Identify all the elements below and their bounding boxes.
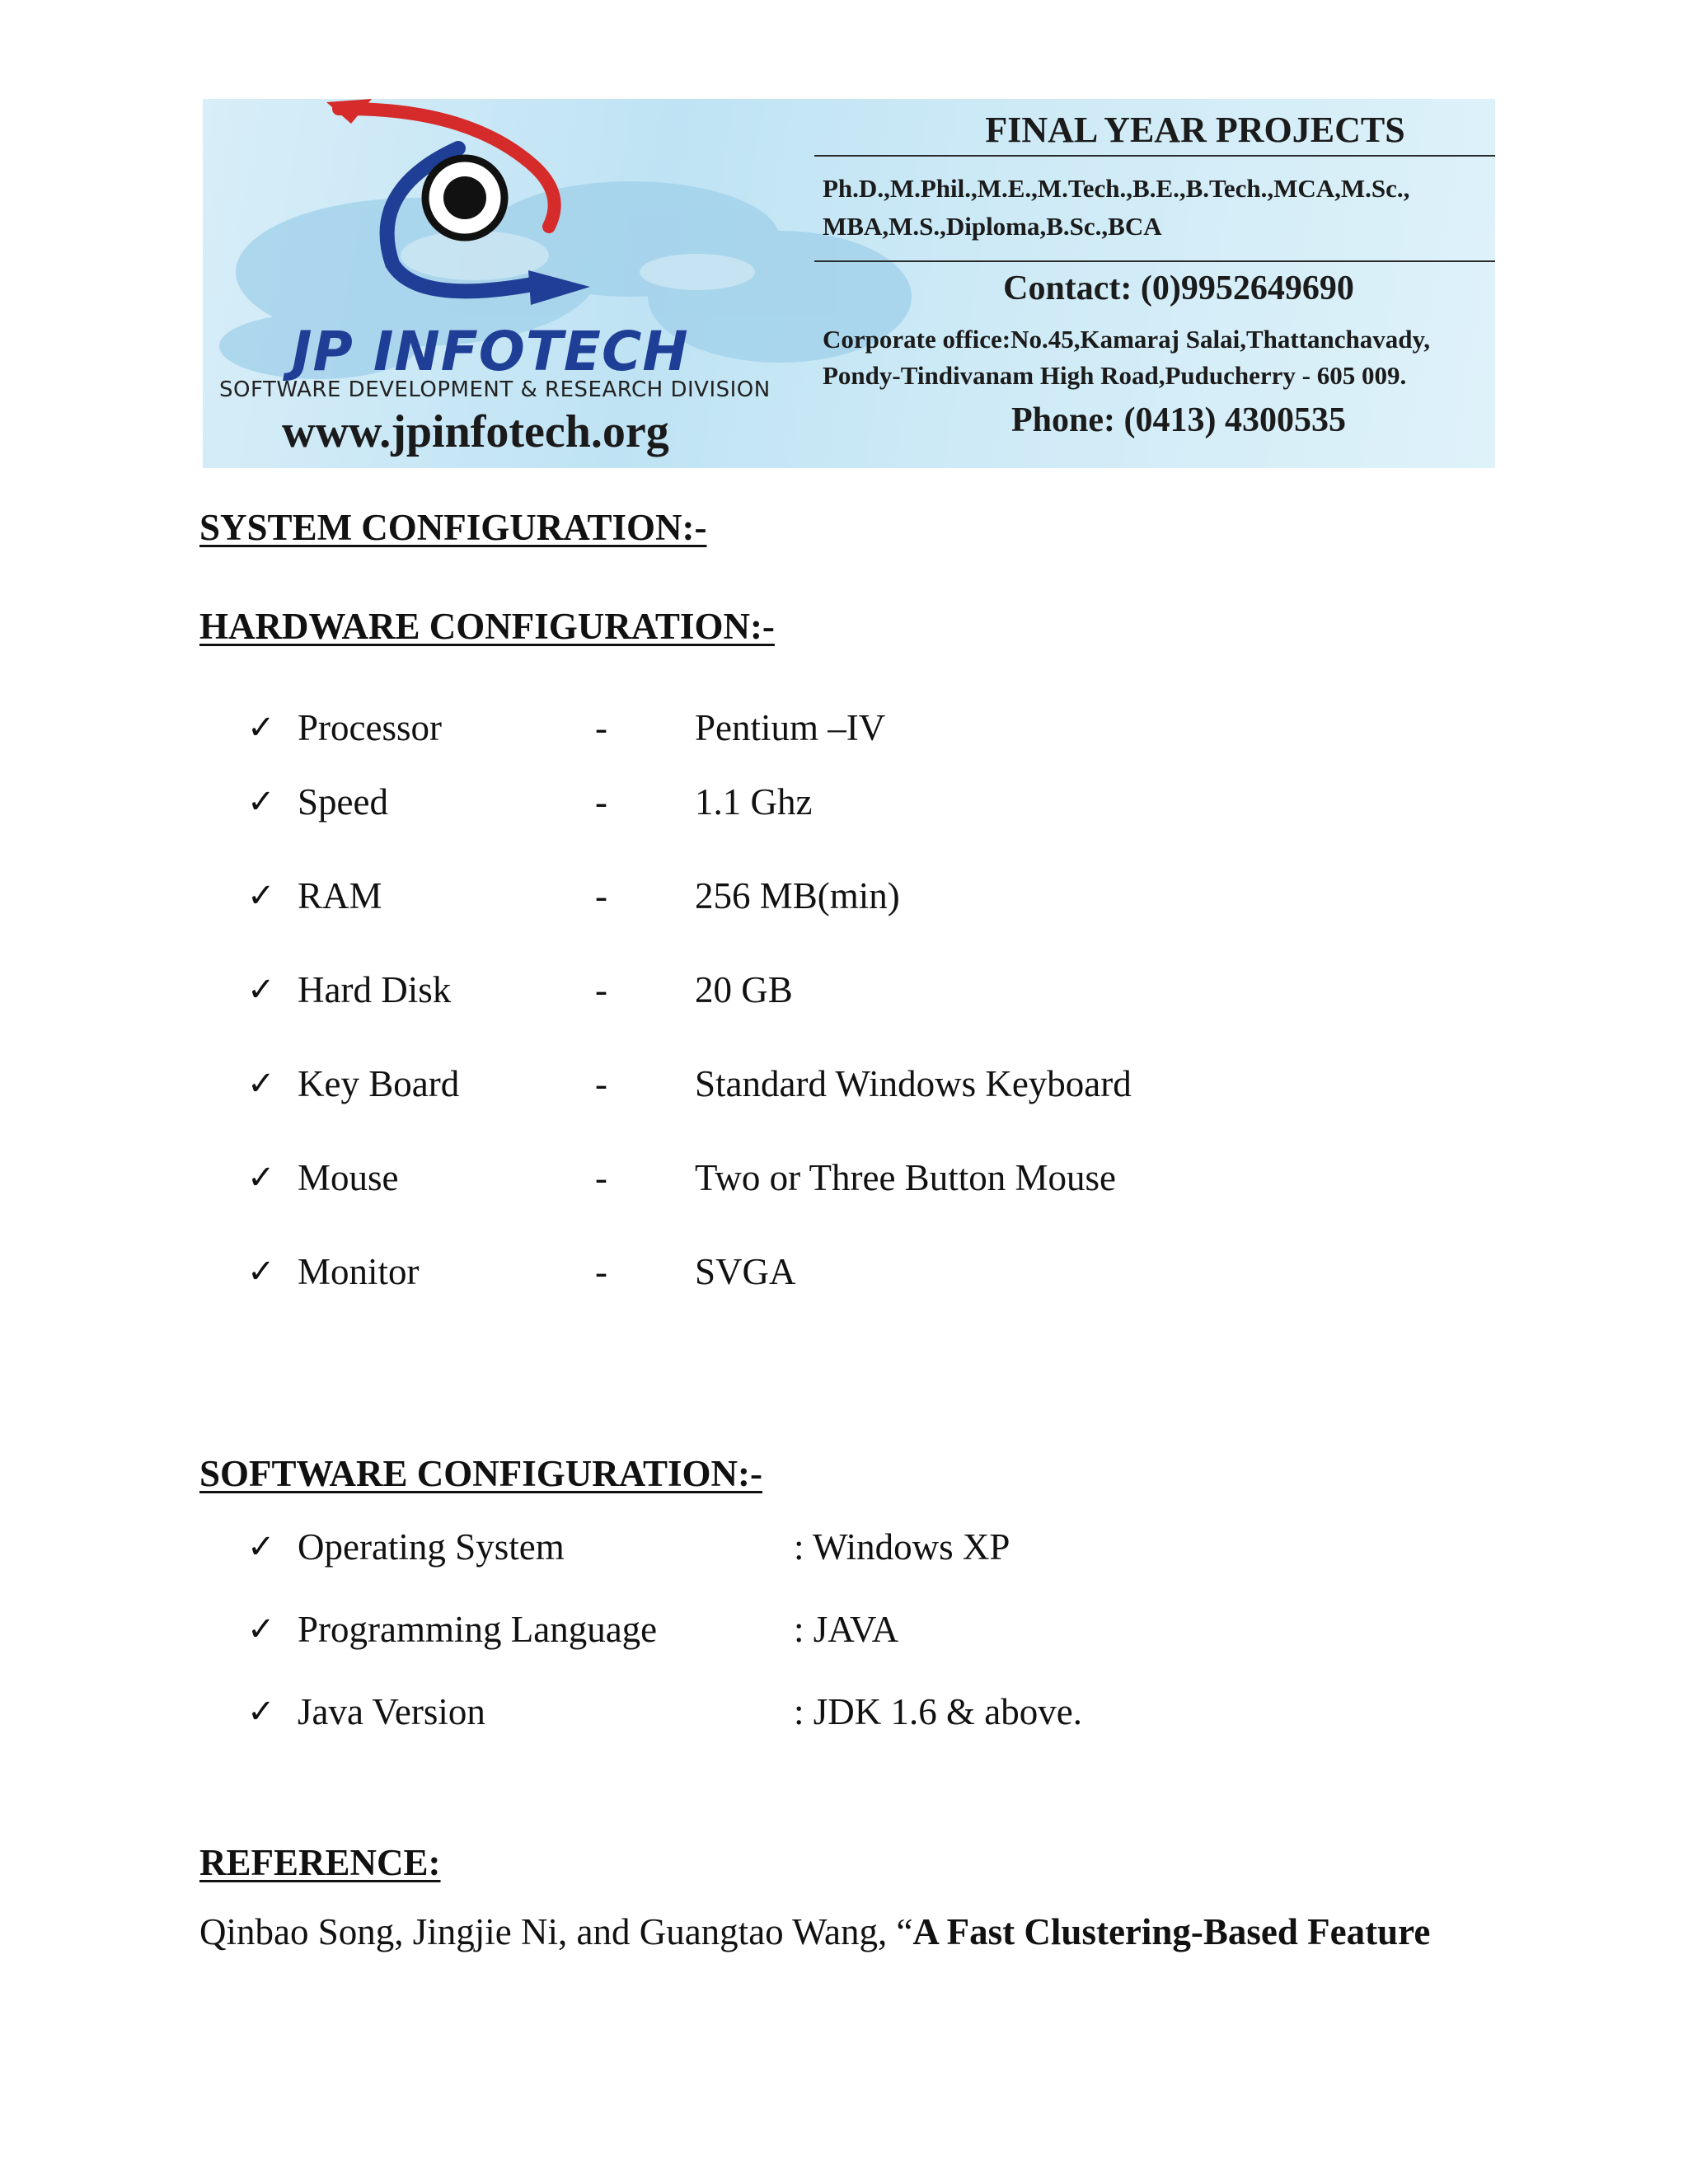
separator: -	[595, 1251, 607, 1292]
brand-name: JP INFOTECH	[292, 320, 689, 383]
reference-paper-title: A Fast Clustering-Based Feature	[912, 1911, 1431, 1952]
degrees-list	[823, 170, 1490, 246]
software-item	[0, 1609, 1688, 1658]
checkmark-icon: ✓	[247, 1528, 275, 1566]
separator: -	[595, 707, 607, 748]
hardware-item-label: Speed	[298, 781, 388, 823]
header-banner	[203, 99, 1495, 468]
separator: -	[595, 969, 607, 1010]
hardware-item-value: SVGA	[695, 1251, 796, 1292]
hardware-item-label: Key Board	[298, 1063, 460, 1104]
software-item-value: : Windows XP	[794, 1526, 1010, 1568]
software-configuration-heading: SOFTWARE CONFIGURATION:-	[199, 1453, 762, 1494]
hardware-item-value: 20 GB	[695, 969, 793, 1010]
checkmark-icon: ✓	[247, 709, 275, 747]
software-item-value: : JAVA	[794, 1609, 899, 1650]
hardware-item-label: Processor	[298, 707, 442, 748]
reference-authors: Qinbao Song, Jingjie Ni, and Guangtao Wang, “	[199, 1911, 913, 1952]
software-item	[0, 1526, 1688, 1576]
software-item-value: : JDK 1.6 & above.	[794, 1691, 1082, 1732]
separator: -	[595, 781, 607, 823]
contact-number: Contact: (0)9952649690	[1003, 269, 1354, 307]
hardware-item-label: Monitor	[298, 1251, 420, 1292]
phone-number: Phone: (0413) 4300535	[1011, 401, 1346, 439]
office-address	[823, 321, 1492, 394]
address-line: Pondy-Tindivanam High Road,Puducherry - 605 009.	[823, 361, 1407, 390]
checkmark-icon: ✓	[247, 783, 275, 821]
checkmark-icon: ✓	[247, 877, 275, 915]
reference-heading: REFERENCE:	[199, 1842, 441, 1883]
hardware-item	[0, 707, 1688, 757]
hardware-item-label: Mouse	[298, 1157, 399, 1198]
separator: -	[595, 875, 607, 916]
software-item	[0, 1691, 1688, 1741]
banner-title: FINAL YEAR PROJECTS	[985, 110, 1405, 150]
hardware-item	[0, 1063, 1688, 1113]
checkmark-icon: ✓	[247, 1065, 275, 1103]
hardware-item-value: 256 MB(min)	[695, 875, 900, 916]
checkmark-icon: ✓	[247, 1159, 275, 1197]
hardware-item-value: 1.1 Ghz	[695, 781, 813, 823]
degrees-line: MBA,M.S.,Diploma,B.Sc.,BCA	[823, 212, 1162, 241]
address-line: Corporate office:No.45,Kamaraj Salai,Thattanchavady,	[823, 325, 1431, 354]
reference-citation	[199, 1909, 1430, 1955]
checkmark-icon: ✓	[247, 1610, 275, 1648]
checkmark-icon: ✓	[247, 971, 275, 1009]
software-item-label: Operating System	[298, 1526, 565, 1568]
hardware-item	[0, 875, 1688, 925]
hardware-item	[0, 781, 1688, 831]
brand-subtitle: SOFTWARE DEVELOPMENT & RESEARCH DIVISION	[219, 377, 771, 402]
banner-divider	[814, 155, 1495, 157]
hardware-item	[0, 1157, 1688, 1207]
system-configuration-heading: SYSTEM CONFIGURATION:-	[199, 507, 707, 548]
hardware-item-value: Pentium –IV	[695, 707, 886, 748]
hardware-item	[0, 969, 1688, 1019]
brand-website: www.jpinfotech.org	[282, 406, 669, 457]
hardware-configuration-heading: HARDWARE CONFIGURATION:-	[199, 606, 775, 647]
separator: -	[595, 1157, 607, 1198]
checkmark-icon: ✓	[247, 1693, 275, 1731]
hardware-item-value: Standard Windows Keyboard	[695, 1063, 1132, 1104]
software-item-label: Programming Language	[298, 1609, 658, 1650]
hardware-item-label: RAM	[298, 875, 382, 916]
degrees-line: Ph.D.,M.Phil.,M.E.,M.Tech.,B.E.,B.Tech.,MCA,M.Sc.,	[823, 174, 1410, 203]
banner-divider	[814, 260, 1495, 262]
hardware-item-label: Hard Disk	[298, 969, 452, 1010]
separator: -	[595, 1063, 607, 1104]
hardware-item-value: Two or Three Button Mouse	[695, 1157, 1116, 1198]
software-item-label: Java Version	[298, 1691, 485, 1732]
checkmark-icon: ✓	[247, 1253, 275, 1291]
hardware-item	[0, 1251, 1688, 1301]
